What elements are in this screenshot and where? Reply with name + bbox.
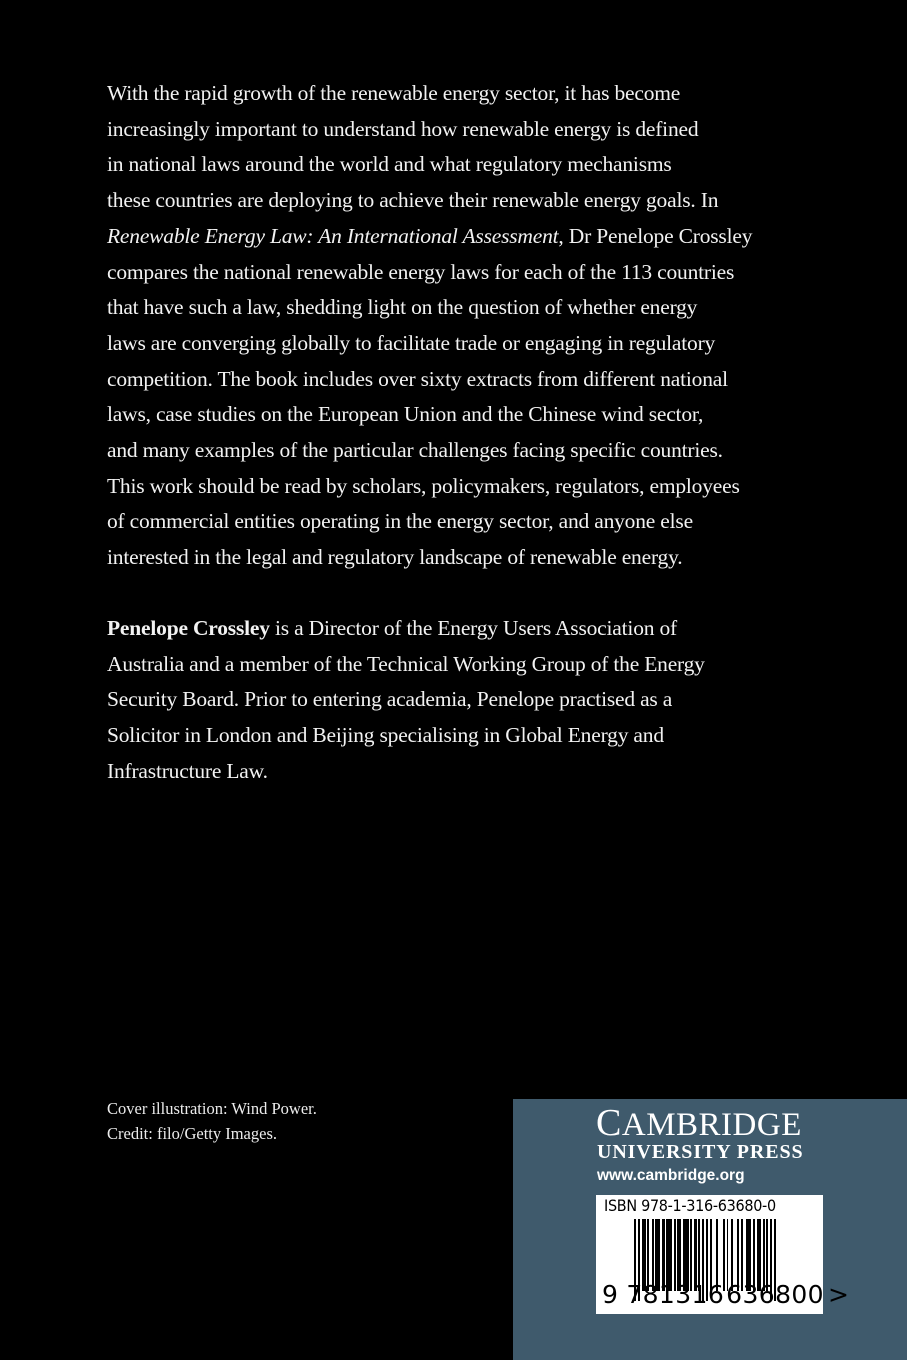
cover-credit — [107, 1097, 317, 1146]
description-line: interested in the legal and regulatory landscape of renewable energy. — [107, 545, 683, 570]
description-line: and many examples of the particular challenges facing specific countries. — [107, 438, 723, 463]
description-line: of commercial entities operating in the energy sector, and anyone else — [107, 509, 693, 534]
description-line: competition. The book includes over sixty extracts from different national — [107, 366, 728, 391]
bio-line: Infrastructure Law. — [107, 758, 268, 783]
description-line: that have such a law, shedding light on the question of whether energy — [107, 295, 698, 320]
isbn-label: ISBN 978-1-316-63680-0 — [604, 1196, 776, 1215]
barcode-number: 9 781316636800 > — [602, 1280, 850, 1309]
isbn-barcode — [596, 1195, 850, 1314]
bio-first-line-rest: is a Director of the Energy Users Association of — [269, 616, 677, 640]
author-bio — [107, 611, 807, 790]
description-line: compares the national renewable energy laws for each of the 113 countries — [107, 259, 735, 284]
bio-line: Solicitor in London and Beijing specialising in Global Energy and — [107, 723, 664, 748]
description-line: increasingly important to understand how renewable energy is defined — [107, 116, 699, 141]
description-line: laws, case studies on the European Union and the Chinese wind sector, — [107, 402, 704, 427]
quiet-zone-arrow-icon: > — [828, 1280, 850, 1309]
description-line: This work should be read by scholars, policymakers, regulators, employees — [107, 473, 740, 498]
bio-line — [107, 611, 807, 647]
image-credit-line: Credit: filo/Getty Images. — [107, 1123, 278, 1143]
publisher-logo-name: CAMBRIDGE — [596, 1102, 802, 1144]
cover-illustration-line: Cover illustration: Wind Power. — [107, 1099, 317, 1118]
description-line — [107, 219, 807, 255]
book-description — [107, 76, 807, 576]
title-suffix: , Dr Penelope Crossley — [558, 223, 753, 248]
description-line: With the rapid growth of the renewable energy sector, it has become — [107, 81, 681, 105]
book-title: Renewable Energy Law: An International Assessment — [107, 223, 559, 248]
author-name: Penelope Crossley — [107, 616, 270, 640]
description-line: these countries are deploying to achieve their renewable energy goals. In — [107, 188, 719, 213]
publisher-panel — [513, 1099, 907, 1360]
publisher-subtitle: UNIVERSITY PRESS — [597, 1141, 804, 1163]
bio-line: Security Board. Prior to entering academia, Penelope practised as a — [107, 687, 673, 712]
publisher-website: www.cambridge.org — [597, 1167, 745, 1184]
description-line: laws are converging globally to facilitate trade or engaging in regulatory — [107, 330, 716, 355]
bio-line: Australia and a member of the Technical Working Group of the Energy — [107, 651, 705, 676]
description-line: in national laws around the world and what regulatory mechanisms — [107, 152, 672, 177]
